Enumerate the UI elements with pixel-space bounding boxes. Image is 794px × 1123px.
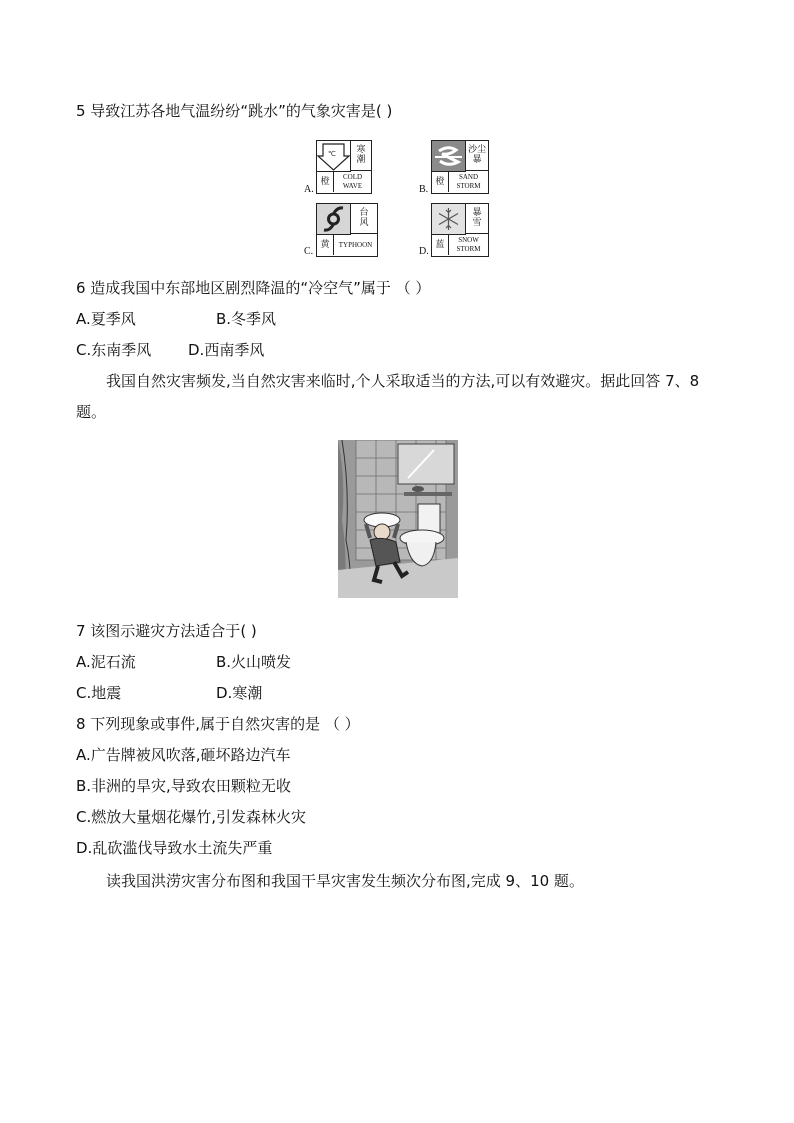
intro-7-8-line1: 我国自然灾害频发,当自然灾害来临时,个人采取适当的方法,可以有效避灾。据此回答 7、8 xyxy=(106,372,700,390)
option-c-letter: C. xyxy=(304,246,314,257)
question-7: 7 该图示避灾方法适合于( ) xyxy=(76,622,257,640)
q6-option-d: D.西南季风 xyxy=(188,341,265,359)
q7-option-d: D.寒潮 xyxy=(216,684,263,702)
option-d-letter: D. xyxy=(419,246,429,257)
question-6: 6 造成我国中东部地区剧烈降温的“冷空气”属于 （ ） xyxy=(76,279,431,297)
q7-option-a: A.泥石流 xyxy=(76,653,136,671)
bathroom-shelter-illustration xyxy=(338,440,458,598)
question-8: 8 下列现象或事件,属于自然灾害的是 （ ） xyxy=(76,715,360,733)
sign-a-english: COLD WAVE xyxy=(342,173,363,190)
sign-c-color-word: 黄 xyxy=(317,235,334,255)
q8-option-d: D.乱砍滥伐导致水土流失严重 xyxy=(76,839,273,857)
sign-cold-wave xyxy=(316,140,372,194)
sign-c-chinese: 台 风 xyxy=(351,204,377,234)
sign-d-chinese: 暴 雪 xyxy=(466,204,488,234)
sandstorm-icon xyxy=(432,141,466,172)
sign-a-chinese: 寒 潮 xyxy=(351,141,371,171)
q8-option-c: C.燃放大量烟花爆竹,引发森林火灾 xyxy=(76,808,307,826)
sign-d-color-word: 蓝 xyxy=(432,235,449,255)
sign-sandstorm xyxy=(431,140,489,194)
sign-c-english: TYPHOON xyxy=(338,241,373,249)
intro-9-10: 读我国洪涝灾害分布图和我国干旱灾害发生频次分布图,完成 9、10 题。 xyxy=(106,872,584,890)
q8-option-b: B.非洲的旱灾,导致农田颗粒无收 xyxy=(76,777,291,795)
cold-wave-icon xyxy=(317,141,351,172)
question-5: 5 导致江苏各地气温纷纷“跳水”的气象灾害是( ) xyxy=(76,102,393,120)
intro-7-8-line2: 题。 xyxy=(76,403,107,421)
option-a-letter: A. xyxy=(304,184,314,195)
sign-b-english: SAND STORM xyxy=(456,173,481,190)
sign-b-color-word: 橙 xyxy=(432,172,449,192)
typhoon-icon xyxy=(317,204,351,235)
q6-option-b: B.冬季风 xyxy=(216,310,277,328)
q6-option-a: A.夏季风 xyxy=(76,310,136,328)
q7-option-c: C.地震 xyxy=(76,684,122,702)
snowflake-icon xyxy=(432,204,466,235)
sign-d-english: SNOW STORM xyxy=(456,236,481,253)
option-b-letter: B. xyxy=(419,184,429,195)
q8-option-a: A.广告牌被风吹落,砸坏路边汽车 xyxy=(76,746,291,764)
sign-a-color-word: 橙 xyxy=(317,172,334,192)
sign-b-chinese: 沙尘 暴 xyxy=(466,141,488,171)
q6-option-c: C.东南季风 xyxy=(76,341,152,359)
q7-option-b: B.火山喷发 xyxy=(216,653,292,671)
svg-text:℃: ℃ xyxy=(328,150,336,158)
sign-typhoon xyxy=(316,203,378,257)
sign-snowstorm xyxy=(431,203,489,257)
